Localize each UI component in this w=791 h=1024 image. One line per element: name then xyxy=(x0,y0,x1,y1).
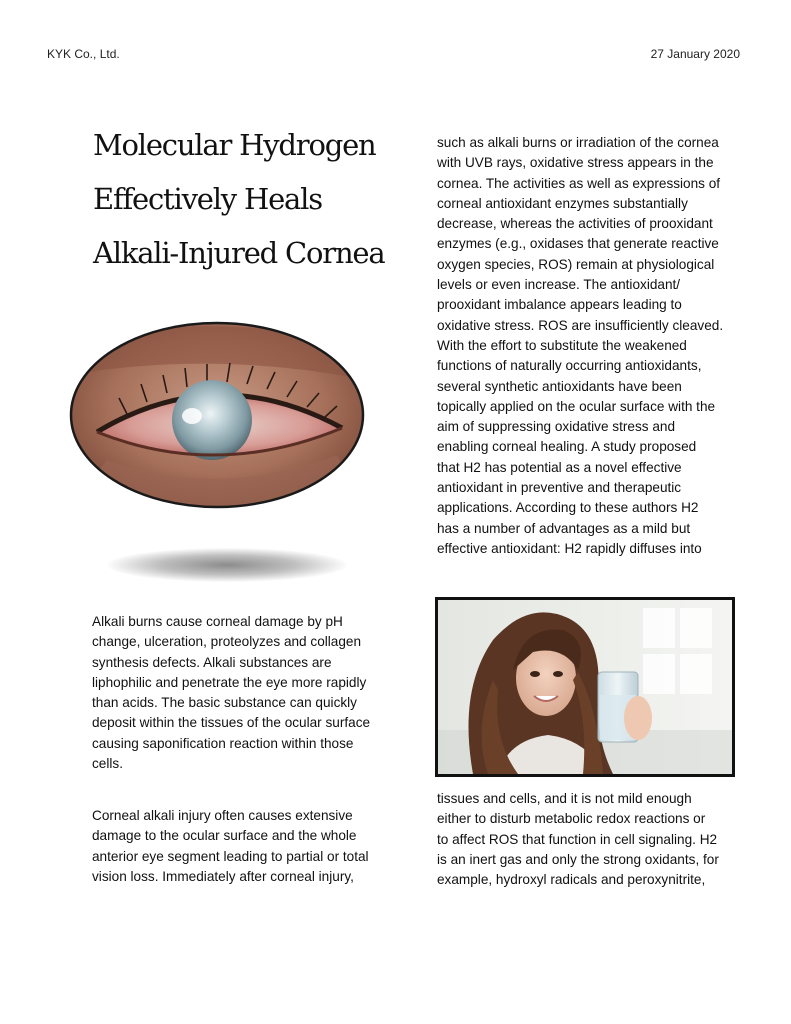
paragraph-h2-properties xyxy=(437,789,742,890)
text-line: effective antioxidant: H2 rapidly diffuses into xyxy=(437,540,702,556)
text-line: with UVB rays, oxidative stress appears in the xyxy=(437,155,714,171)
text-line: enzymes (e.g., oxidases that generate reactive xyxy=(437,236,719,252)
text-line: cells. xyxy=(92,756,123,772)
text-line: Corneal alkali injury often causes extensive xyxy=(92,808,353,823)
text-line: applications. According to these authors H2 xyxy=(437,500,699,516)
text-line: topically applied on the ocular surface with the xyxy=(437,398,716,414)
text-line: damage to the ocular surface and the whole xyxy=(92,828,357,844)
text-line: oxygen species, ROS) remain at physiological xyxy=(437,256,715,272)
text-line: than acids. The basic substance can quickly xyxy=(92,695,357,711)
text-line: enabling corneal healing. A study proposed xyxy=(437,439,697,455)
woman-drinking-water-image xyxy=(435,597,735,777)
title-line: Alkali-Injured Cornea xyxy=(93,236,385,270)
eye-photo-ellipse xyxy=(67,320,367,510)
text-line: With the effort to substitute the weakened xyxy=(437,337,687,353)
text-line: either to disturb metabolic redox reactions or xyxy=(437,811,706,827)
text-line: several synthetic antioxidants have been xyxy=(437,378,682,394)
document-date: 27 January 2020 xyxy=(650,47,740,61)
text-line: anterior eye segment leading to partial or total xyxy=(92,848,369,864)
article-title xyxy=(93,118,413,280)
text-line: change, ulceration, proteolyzes and collagen xyxy=(92,634,362,650)
text-line: functions of naturally occurring antioxidants, xyxy=(437,358,702,374)
text-line: causing saponification reaction within those xyxy=(92,735,354,751)
text-line: liphophilic and penetrate the eye more rapidly xyxy=(92,674,367,690)
paragraph-alkali-burns xyxy=(92,612,394,774)
text-line: that H2 has potential as a novel effective xyxy=(437,459,682,475)
text-line: prooxidant imbalance appears leading to xyxy=(437,297,682,313)
woman-photo xyxy=(438,600,732,774)
title-line: Effectively Heals xyxy=(93,182,322,216)
text-line: to affect ROS that function in cell signaling. H2 xyxy=(437,831,718,847)
text-line: antioxidant in preventive and therapeutic xyxy=(437,480,682,496)
text-line: levels or even increase. The antioxidant/ xyxy=(437,277,681,293)
text-line: has a number of advantages as a mild but xyxy=(437,520,691,536)
text-line: deposit within the tissues of the ocular surface xyxy=(92,715,371,731)
text-line: Alkali burns cause corneal damage by pH xyxy=(92,614,343,629)
text-line: decrease, whereas the activities of prooxidant xyxy=(437,216,713,232)
text-line: aim of suppressing oxidative stress and xyxy=(437,419,676,435)
text-line: example, hydroxyl radicals and peroxynitrite, xyxy=(437,872,706,888)
paragraph-oxidative-stress xyxy=(437,133,742,559)
text-line: cornea. The activities as well as expressions of xyxy=(437,175,721,191)
text-line: tissues and cells, and it is not mild enough xyxy=(437,791,692,806)
title-line: Molecular Hydrogen xyxy=(93,128,376,162)
text-line: such as alkali burns or irradiation of the cornea xyxy=(437,135,719,150)
text-line: vision loss. Immediately after corneal injury, xyxy=(92,868,354,884)
company-name: KYK Co., Ltd. xyxy=(47,47,120,61)
text-line: oxidative stress. ROS are insufficiently cleaved. xyxy=(437,317,724,333)
text-line: synthesis defects. Alkali substances are xyxy=(92,654,332,670)
text-line: is an inert gas and only the strong oxidants, for xyxy=(437,851,719,867)
text-line: corneal antioxidant enzymes substantially xyxy=(437,195,688,211)
paragraph-corneal-injury xyxy=(92,806,394,887)
image-shadow xyxy=(107,548,347,582)
injured-eye-image xyxy=(67,320,367,595)
